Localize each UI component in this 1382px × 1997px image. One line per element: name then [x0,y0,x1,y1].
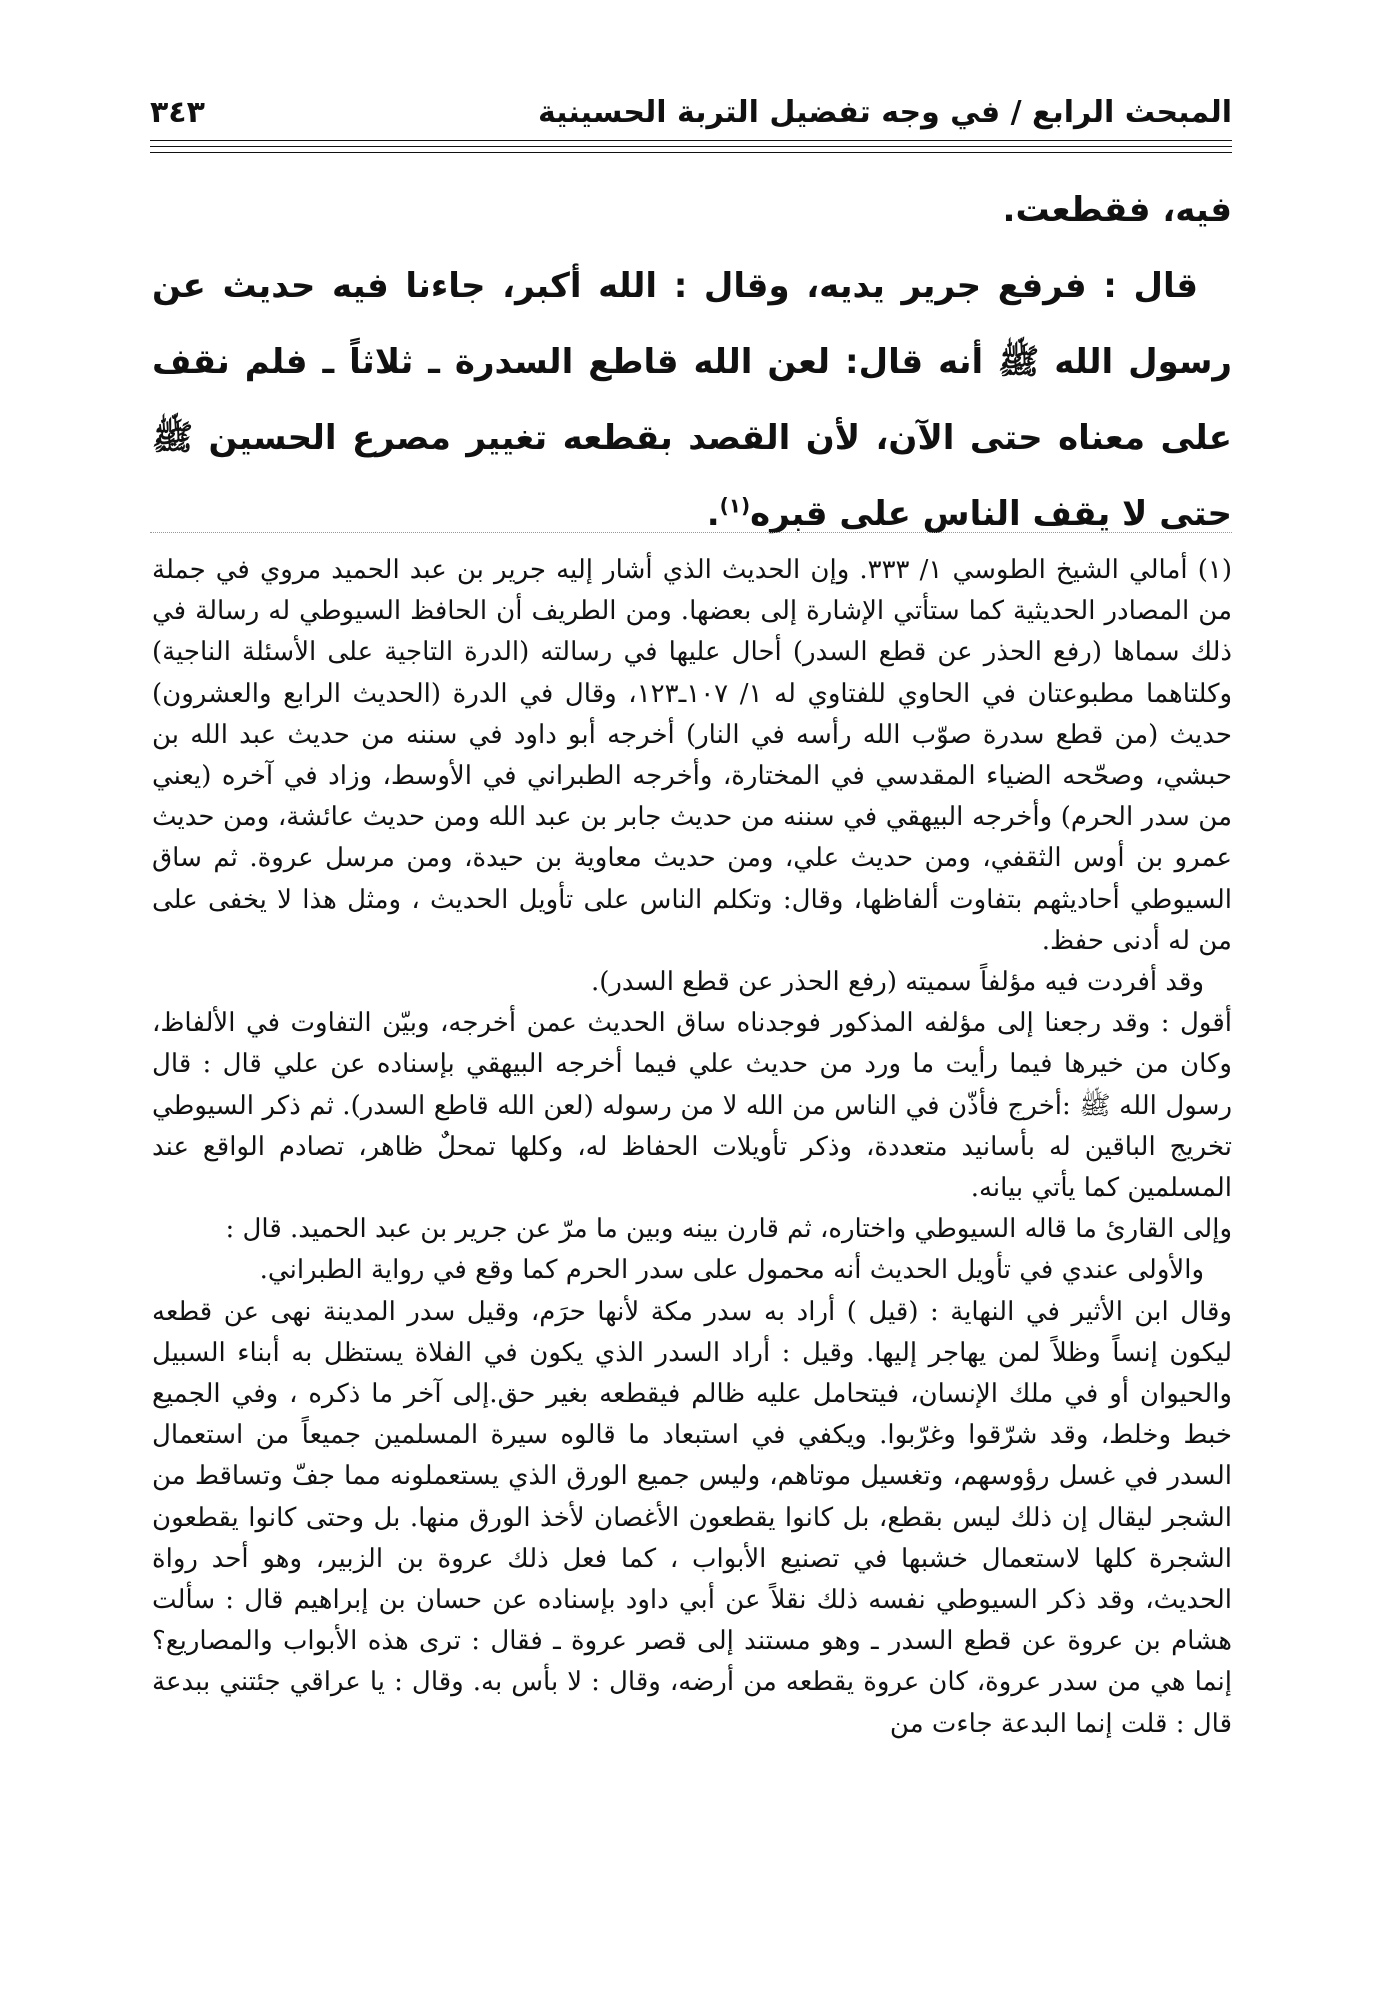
footnote-1-continuation: وقد أفردت فيه مؤلفاً سميته (رفع الحذر عن قطع السدر). [590,967,1204,998]
footnote-paragraph-ibn-athir: وقال ابن الأثير في النهاية : (قيل ) أراد به سدر مكة لأنها حرَم، وقيل سدر المدينة نهى عن قطعه ليكون إنساً وظلاً لمن يهاجر إليها. وقيل : أراد السدر الذي يكون في الفلاة يستظل به أبناء السبيل والحيوان أو في ملك الإنسان، فيتحامل عليه ظالم فيقطعه بغير حق.إلى آخر ما ذكره ، وفي الجميع خبط وخلط، وقد شرّقوا وغرّبوا. ويكفي في استبعاد ما قالوه سيرة المسلمين جميعاً من استعمال السدر في غسل رؤوسهم، وتغسيل موتاهم، وليس جميع الورق الذي يستعملونه مما جفّ وتساقط من الشجر ليقال إن ذلك ليس بقطع، بل كانوا يقطعون الأغصان لأخذ الورق منها. بل وحتى كانوا يقطعون الشجرة كلها لاستعمال خشبها في تصنيع الأبواب ، كما فعل ذلك عروة بن الزبير، وهو أحد رواة الحديث، وقد ذكر السيوطي نفسه ذلك نقلاً عن أبي داود بإسناده عن حسان بن إبراهيم قال : سألت هشام بن عروة عن قطع السدر ـ وهو مستند إلى قصر عروة ـ فقال : ترى هذه الأبواب والمصاريع؟ إنما هي من سدر عروة، كان عروة يقطعه من أرضه، وقال : لا بأس به. وقال : يا عراقي جئتني ببدعة قال : قلت إنما البدعة جاءت من [152,1296,1232,1739]
page-number: ٣٤٣ [150,94,205,130]
footnotes [152,550,1232,1745]
footnote-separator [150,532,1232,533]
main-paragraph-2-text: قال : فرفع جرير يديه، وقال : الله أكبر، جاءنا فيه حديث عن رسول الله ﷺ أنه قال: لعن الله قاطع السدرة ـ ثلاثاً ـ فلم نقف على معناه حتى الآن، لأن القصد بقطعه تغيير مصرع الحسين ﷺ حتى لا يقف الناس على قبره [152,266,1232,534]
header-rule-bottom [150,152,1232,153]
main-text [152,172,1232,552]
header-rule-top [150,140,1232,141]
footnote-paragraph-quote: والأولى عندي في تأويل الحديث أنه محمول على سدر الحرم كما وقع في رواية الطبراني. [259,1255,1204,1286]
main-paragraph-2 [152,248,1232,552]
running-title: المبحث الرابع / في وجه تفضيل التربة الحسينية [537,94,1232,130]
main-paragraph-1: فيه، فقطعت. [1002,190,1232,230]
main-paragraph-2-end: . [706,494,720,534]
footnote-reference: (١) [719,493,751,518]
footnote-paragraph-suyuti: وإلى القارئ ما قاله السيوطي واختاره، ثم قارن بينه وبين ما مرّ عن جرير بن عبد الحميد. قال : [225,1214,1232,1245]
running-header [150,88,1232,136]
footnote-1: (١) أمالي الشيخ الطوسي ١/ ٣٣٣. وإن الحديث الذي أشار إليه جرير بن عبد الحميد مروي في جملة من المصادر الحديثية كما ستأتي الإشارة إلى بعضها. ومن الطريف أن الحافظ السيوطي له رسالة في ذلك سماها (رفع الحذر عن قطع السدر) أحال عليها في رسالته (الدرة التاجية على الأسئلة الناجية) وكلتاهما مطبوعتان في الحاوي للفتاوي له ١/ ١٠٧ـ١٢٣، وقال في الدرة (الحديث الرابع والعشرون) حديث (من قطع سدرة صوّب الله رأسه في النار) أخرجه أبو داود في سننه من حديث عبد الله بن حبشي، وصحّحه الضياء المقدسي في المختارة، وأخرجه الطبراني في الأوسط، وزاد في آخره (يعني من سدر الحرم) وأخرجه البيهقي في سننه من حديث جابر بن عبد الله ومن حديث عائشة، ومن حديث عمرو بن أوس الثقفي، ومن حديث علي، ومن حديث معاوية بن حيدة، ومن مرسل عروة. ثم ساق السيوطي أحاديثهم بتفاوت ألفاظها، وقال: وتكلم الناس على تأويل الحديث ، ومثل هذا لا يخفى على من له أدنى حفظ. [152,555,1233,956]
header-rule-middle [150,146,1232,147]
footnote-paragraph-aqool: أقول : وقد رجعنا إلى مؤلفه المذكور فوجدناه ساق الحديث عمن أخرجه، وبيّن التفاوت في الألفاظ، وكان من خيرها فيما رأيت ما ورد من حديث علي فيما أخرجه البيهقي بإسناده عن علي قال : قال رسول الله ﷺ :أخرج فأذّن في الناس من الله لا من رسوله (لعن الله قاطع السدر). ثم ذكر السيوطي تخريج الباقين له بأسانيد متعددة، وذكر تأويلات الحفاظ له، وكلها تمحلٌ ظاهر، تصادم الواقع عند المسلمين كما يأتي بيانه. [152,1008,1232,1204]
